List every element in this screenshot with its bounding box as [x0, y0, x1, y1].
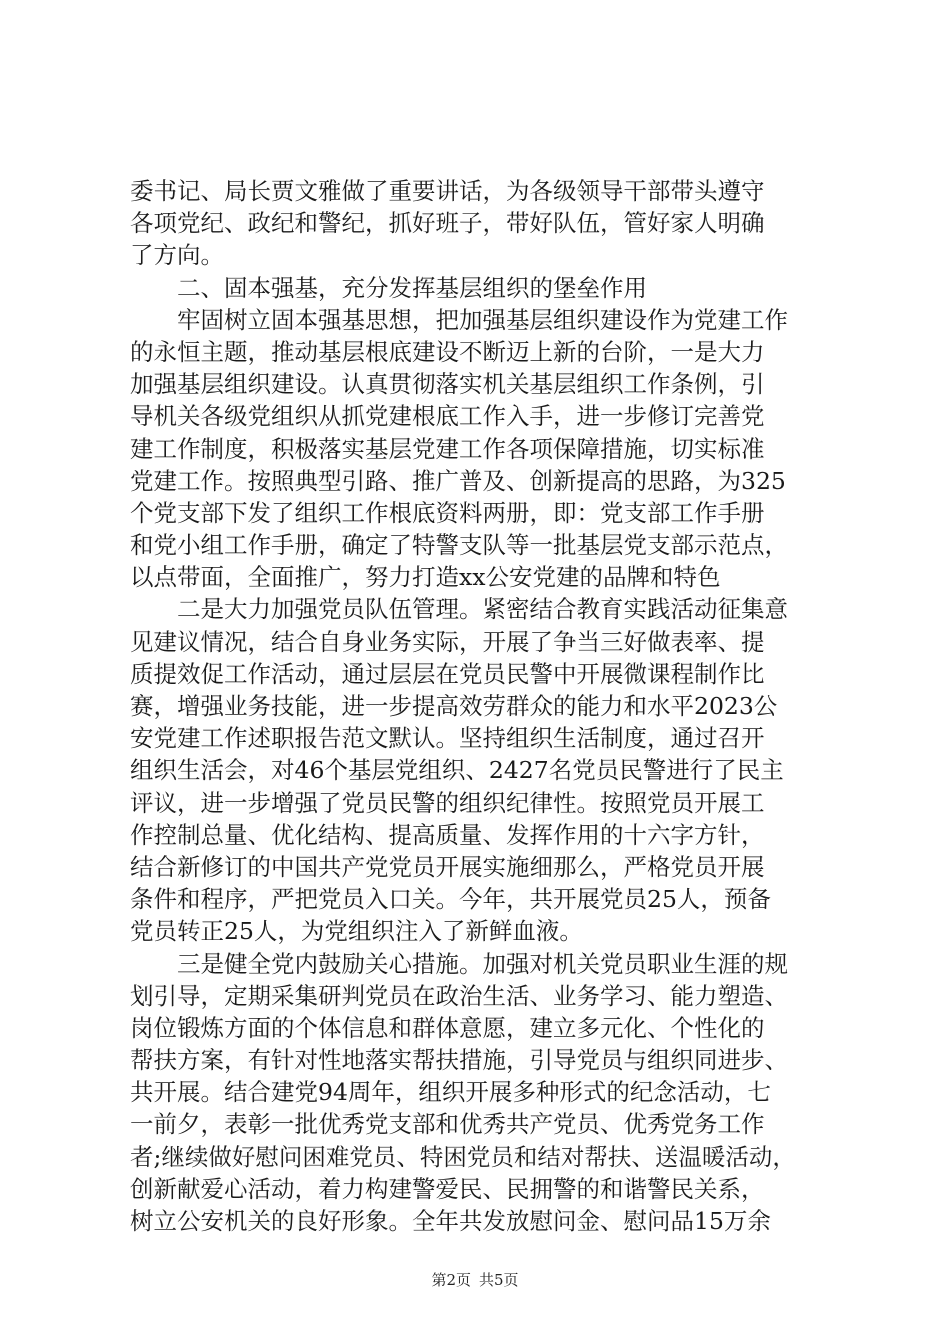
text-line: 个党支部下发了组织工作根底资料两册，即：党支部工作手册 [130, 498, 765, 527]
text-line: 以点带面，全面推广，努力打造xx公安党建的品牌和特色 [130, 563, 721, 592]
text-line: 党员转正25人，为党组织注入了新鲜血液。 [130, 917, 583, 946]
text-line: 党建工作。按照典型引路、推广普及、创新提高的思路，为325 [130, 466, 786, 495]
page-number: 第2页 [431, 1271, 471, 1289]
text-line: 导机关各级党组织从抓党建根底工作入手，进一步修订完善党 [130, 402, 765, 431]
page-footer [0, 1270, 950, 1290]
text-line: 质提效促工作活动，通过层层在党员民警中开展微课程制作比 [130, 659, 765, 688]
text-line: 安党建工作述职报告范文默认。坚持组织生活制度，通过召开 [130, 724, 765, 753]
text-line: 见建议情况，结合自身业务实际，开展了争当三好做表率、提 [130, 627, 765, 656]
text-line: 岗位锻炼方面的个体信息和群体意愿，建立多元化、个性化的 [130, 1013, 765, 1042]
text-line: 二是大力加强党员队伍管理。紧密结合教育实践活动征集意 [130, 595, 788, 624]
text-line: 委书记、局长贾文雅做了重要讲话，为各级领导干部带头遵守 [130, 177, 765, 205]
text-line: 和党小组工作手册，确定了特警支队等一批基层党支部示范点， [130, 531, 788, 560]
page-total: 共5页 [479, 1271, 519, 1289]
text-line: 各项党纪、政纪和警纪，抓好班子，带好队伍，管好家人明确 [130, 209, 765, 238]
text-line: 评议，进一步增强了党员民警的组织纪律性。按照党员开展工 [130, 788, 765, 817]
text-line: 组织生活会，对46个基层党组织、2427名党员民警进行了民主 [130, 756, 784, 785]
text-line: 共开展。结合建党94周年，组织开展多种形式的纪念活动，七 [130, 1078, 771, 1107]
text-line: 作控制总量、优化结构、提高质量、发挥作用的十六字方针， [130, 820, 765, 849]
text-line: 创新献爱心活动，着力构建警爱民、民拥警的和谐警民关系， [130, 1174, 765, 1203]
text-line: 帮扶方案，有针对性地落实帮扶措施，引导党员与组织同进步、 [130, 1046, 788, 1075]
document-body [130, 175, 830, 1237]
text-line: 牢固树立固本强基思想，把加强基层组织建设作为党建工作 [130, 305, 788, 334]
text-line: 条件和程序，严把党员入口关。今年，共开展党员25人，预备 [130, 885, 771, 914]
text-line: 三是健全党内鼓励关心措施。加强对机关党员职业生涯的规 [130, 949, 788, 978]
text-line: 一前夕，表彰一批优秀党支部和优秀共产党员、优秀党务工作 [130, 1110, 765, 1139]
text-line: 划引导，定期采集研判党员在政治生活、业务学习、能力塑造、 [130, 981, 788, 1010]
text-line: 结合新修订的中国共产党党员开展实施细那么，严格党员开展 [130, 852, 765, 881]
text-line: 赛，增强业务技能，进一步提高效劳群众的能力和水平2023公 [130, 692, 778, 720]
text-line: 的永恒主题，推动基层根底建设不断迈上新的台阶，一是大力 [130, 337, 765, 366]
text-line: 加强基层组织建设。认真贯彻落实机关基层组织工作条例，引 [130, 370, 765, 399]
text-line: 树立公安机关的良好形象。全年共发放慰问金、慰问品15万余 [130, 1207, 771, 1235]
text-line: 者;继续做好慰问困难党员、特困党员和结对帮扶、送温暖活动， [130, 1142, 796, 1171]
text-line: 了方向。 [130, 241, 224, 270]
section-heading: 二、固本强基，充分发挥基层组织的堡垒作用 [130, 273, 647, 302]
text-line: 建工作制度，积极落实基层党建工作各项保障措施，切实标准 [130, 434, 765, 463]
